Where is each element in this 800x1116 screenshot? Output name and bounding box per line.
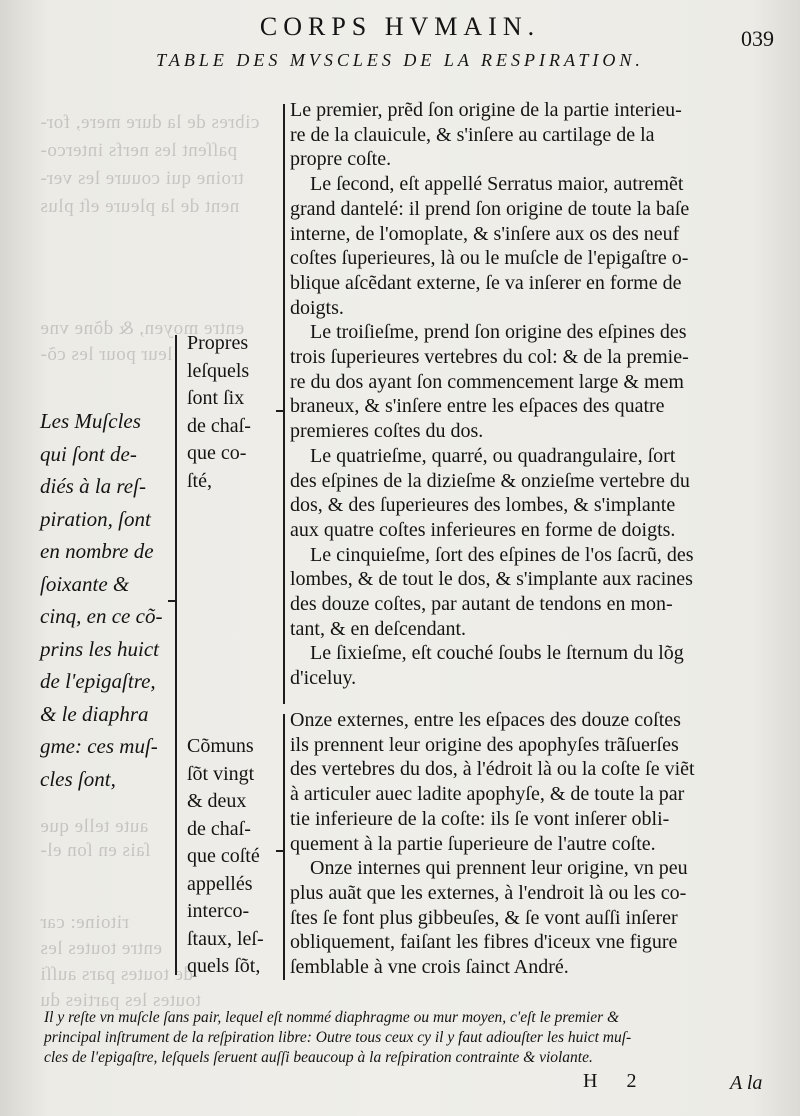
text-line: lombes, & de tout le dos, & s'implante aux racines — [290, 568, 693, 591]
group-line: de chaſ- — [187, 817, 251, 840]
communs-brace — [283, 714, 285, 980]
text-line: aux quatre coſtes inferieures en forme de doigts. — [290, 518, 676, 541]
paragraph-troisieme — [290, 320, 780, 444]
text-line: Onze externes, entre les eſpaces des douze coſtes — [290, 709, 681, 731]
text-line: blique aſcẽdant externe, ſe va inſerer en forme de — [290, 271, 682, 294]
heading-line: Les Muſcles — [40, 409, 141, 433]
text-line: à articuler auec ladite apophyſe, & de toute la par — [290, 783, 685, 806]
group-line: Propres — [187, 332, 249, 354]
text-line: ſemblable à vne crois ſainct André. — [290, 956, 569, 979]
paragraph-internes — [290, 856, 780, 980]
heading-line: diés à la reſ- — [40, 474, 146, 498]
group-line: ſté, — [187, 469, 212, 492]
text-line: Onze internes qui prennent leur origine, vn peu — [310, 857, 688, 880]
heading-line: cles ſont, — [40, 766, 116, 791]
bleed-through-decoration: leur pour les cõ- — [40, 344, 173, 365]
group-line: que co- — [187, 442, 247, 464]
paragraph-second — [290, 172, 780, 320]
bleed-through-decoration: toutes les parties du — [40, 990, 201, 1011]
text-line: tie inferieure de la coſte: ils ſe vont inſerer obli- — [290, 807, 670, 830]
bleed-through-decoration: troine qui couure les ver- — [40, 168, 244, 189]
text-line: d'iceluy. — [290, 667, 357, 690]
footnote — [44, 1008, 784, 1068]
bleed-through-decoration: de toutes pars auſſi — [40, 964, 193, 985]
signature-mark: H 2 — [583, 1070, 649, 1092]
group-line: appellés — [187, 872, 253, 895]
text-line: des douze coſtes, par autant de tendons en mon- — [290, 593, 673, 616]
text-line: coſtes ſuperieures, là ou le muſcle de l'epigaſtre o- — [290, 247, 689, 270]
heading-line: & le diaphra — [40, 701, 149, 726]
paragraph-cinquieme — [290, 543, 780, 642]
bleed-through-decoration: entre toutes les — [40, 938, 162, 959]
group-propres — [187, 330, 251, 495]
text-line: Le ſixieſme, eſt couché ſoubs le ſternum du lõg — [310, 642, 684, 665]
propres-brace — [283, 104, 285, 704]
paragraph-premier — [290, 98, 780, 172]
text-line: dos, & des ſuperieures des lombes, & s'implante — [290, 494, 676, 517]
text-line: Le ſecond, eſt appellé Serratus maior, autremẽt — [310, 173, 684, 196]
table-title: TABLE DES MVSCLES DE LA RESPIRATION. — [156, 50, 644, 70]
text-line: premieres coſtes du dos. — [290, 420, 484, 443]
heading-line: gme: ces muſ- — [40, 734, 158, 758]
heading-line: en nombre de — [40, 539, 154, 563]
footnote-line: cles de l'epigaſtre, leſquels ſeruent auſſi beaucoup à la reſpiration contrainte & violante. — [44, 1049, 593, 1066]
group-line: ſont ſix — [187, 387, 245, 409]
group-line: ſtaux, leſ- — [187, 927, 264, 950]
text-line: braneux, & s'inſere entre les eſpaces des quatre — [290, 395, 665, 418]
text-line: propre coſte. — [290, 148, 392, 171]
heading-line: ſoixante & — [40, 571, 130, 596]
page-number: 039 — [741, 26, 774, 51]
left-heading — [40, 405, 178, 795]
text-line: des vertebres du dos, à l'édroit là ou la coſte ſe viẽt — [290, 758, 695, 781]
text-line: re de la clauicule, & s'inſere au cartilage de la — [290, 123, 655, 146]
heading-line: qui ſont de- — [40, 441, 137, 466]
text-line: Le quatrieſme, quarré, ou quadrangulaire, ſort — [310, 444, 676, 467]
group-line: Cõmuns — [187, 735, 254, 757]
propres-brace-tip — [276, 410, 284, 412]
group-line: quels ſõt, — [187, 955, 261, 977]
text-line: re du dos ayant ſon commencement large & mem — [290, 370, 684, 393]
communs-brace-tip — [276, 850, 284, 852]
footnote-line: principal inſtrument de la reſpiration libre: Outre tous ceux cy il y faut adiouſter les huict muſ- — [44, 1029, 632, 1046]
bleed-through-decoration: nent de la pleure eſt plus — [40, 196, 240, 217]
text-line: doigts. — [290, 296, 344, 319]
text-line: des eſpines de la dizieſme & onzieſme vertebre du — [290, 469, 690, 492]
heading-line: de l'epigaſtre, — [40, 669, 156, 693]
bleed-through-decoration: cibres de la dure mere, for- — [40, 112, 260, 133]
group-line: de chaſ- — [187, 414, 251, 437]
paragraph-sixieme — [290, 641, 780, 690]
text-line: Le premier, prẽd ſon origine de la partie interieu- — [290, 99, 682, 121]
footnote-line: Il y reſte vn muſcle ſans pair, lequel eſt nommé diaphragme ou mur moyen, c'eſt le premier & — [44, 1009, 620, 1026]
propres-descriptions — [290, 98, 780, 691]
text-line: Le troiſieſme, prend ſon origine des eſpines des — [310, 321, 687, 344]
catchword: A la — [730, 1072, 763, 1094]
group-communs — [187, 733, 264, 981]
group-line: ſõt vingt — [187, 762, 255, 785]
text-line: ſtes ſe font plus gibbeuſes, & ſe vont auſſi inſerer — [290, 906, 678, 929]
paragraph-quatrieme — [290, 444, 780, 543]
text-line: ils prennent leur origine des apophyſes trãſuerſes — [290, 733, 679, 756]
heading-line: prins les huict — [40, 636, 159, 661]
text-line: tant, & en deſcendant. — [290, 617, 467, 640]
bleed-through-decoration: paſſent les nerfs interco- — [40, 140, 238, 161]
text-line: trois ſuperieures vertebres du col: & de la premie- — [290, 346, 689, 369]
outer-brace — [175, 335, 177, 975]
bleed-through-decoration: ſais en ſon el- — [40, 840, 151, 861]
text-line: interne, de l'omoplate, & s'inſere aux os des neuf — [290, 222, 680, 245]
text-line: obliquement, faiſant les fibres d'iceux vne figure — [290, 931, 678, 954]
paragraph-externes — [290, 708, 780, 856]
heading-line: cinq, en ce cõ- — [40, 604, 163, 628]
text-line: Le cinquieſme, ſort des eſpines de l'os ſacrũ, des — [310, 543, 694, 566]
group-line: que coſté — [187, 845, 260, 867]
bleed-through-decoration: entre moyen, & dõne vne — [40, 318, 245, 339]
text-line: grand dantelé: il prend ſon origine de toute la baſe — [290, 197, 690, 220]
group-line: interco- — [187, 900, 250, 922]
group-line: & deux — [187, 790, 247, 812]
text-line: quement à la partie ſuperieure de l'autre coſte. — [290, 832, 656, 855]
bleed-through-decoration: ritoine: car — [40, 912, 129, 933]
outer-brace-tip — [168, 600, 176, 602]
heading-line: piration, ſont — [40, 506, 151, 531]
group-line: leſquels — [187, 359, 250, 382]
running-title: CORPS HVMAIN. — [259, 12, 541, 41]
communs-descriptions — [290, 708, 780, 980]
bleed-through-decoration: aute telle que — [40, 816, 149, 837]
text-line: plus auãt que les externes, à l'endroit là ou les co- — [290, 881, 687, 904]
